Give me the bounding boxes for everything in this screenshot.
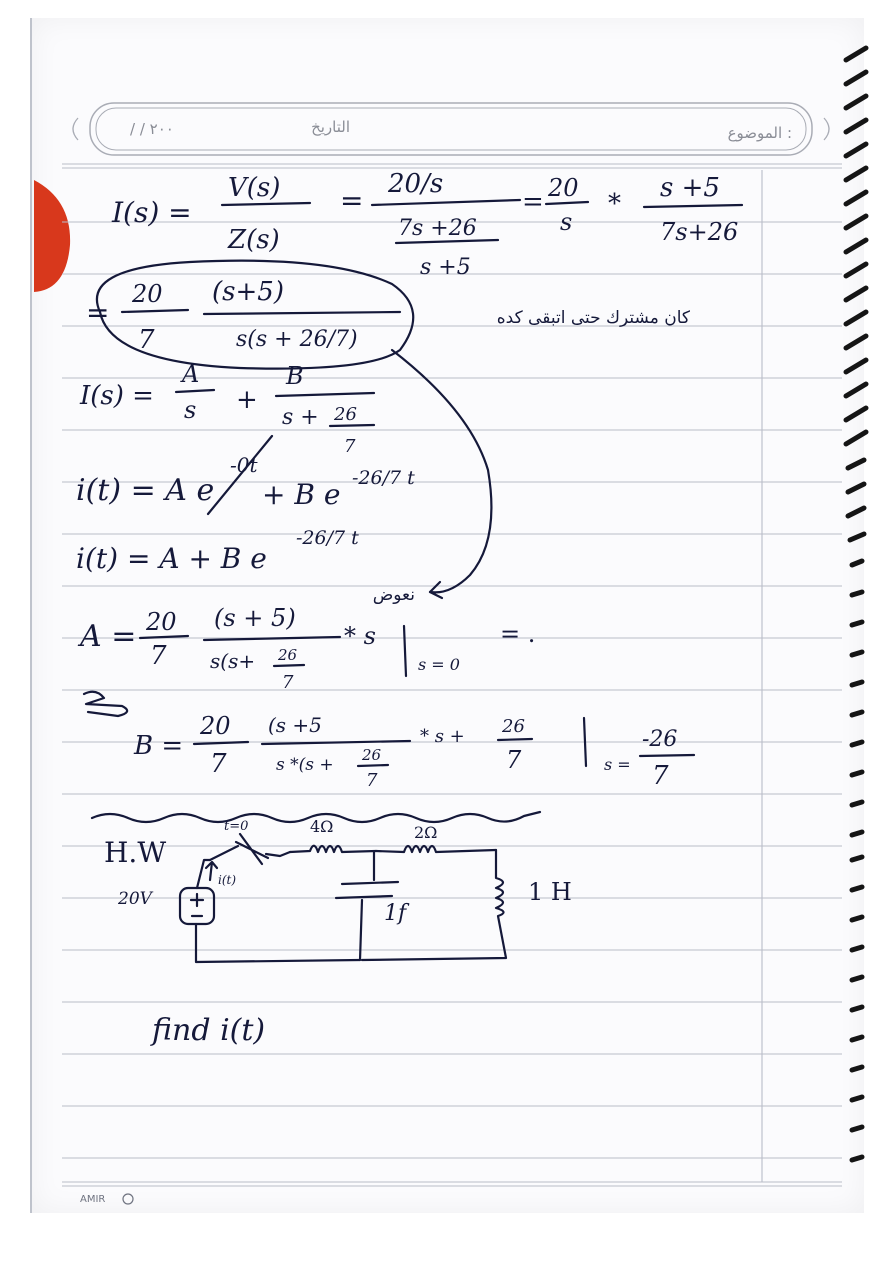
eq1-equals: = — [340, 184, 364, 217]
eq3-s: s — [184, 396, 197, 424]
cap-label: 1f — [384, 901, 407, 926]
eq2-20: 20 — [132, 280, 163, 308]
eq1-20: 20 — [548, 174, 579, 202]
arabic-note: كان مشترك حتى اتبقى كده — [496, 308, 690, 328]
r2-label: 2Ω — [414, 823, 438, 842]
source-polarity — [191, 894, 203, 916]
eq5-main: i(t) = A + B e — [76, 542, 267, 575]
ind-label: 1 H — [528, 878, 572, 906]
equation-line-2 — [86, 261, 413, 369]
r1-label: 4Ω — [310, 817, 334, 836]
eq1-den-bottom: s +5 — [420, 255, 471, 280]
eq2-7: 7 — [138, 325, 155, 355]
eqA-7b: 7 — [282, 672, 294, 693]
resistor-2-ohm — [376, 846, 496, 852]
hw-label: H.W — [104, 836, 167, 869]
eqB-26: 26 — [362, 746, 382, 764]
date-slots: / / ٢٠٠ — [130, 120, 174, 138]
eq4-main: i(t) = A e — [76, 473, 215, 508]
eqA-num: (s + 5) — [214, 604, 296, 632]
eqB-lhs: B = — [134, 731, 184, 761]
eq3-plus: + — [236, 385, 258, 415]
eq4-exp2: -26/7 t — [352, 467, 415, 489]
eq1-equals-2: = — [522, 187, 544, 217]
task-text: find i(t) — [152, 1013, 266, 1048]
eq3-lhs: I(s) = — [80, 381, 154, 411]
eqB-7b: 7 — [366, 770, 378, 791]
source-label: 20V — [118, 889, 152, 909]
eqB-7d: 7 — [652, 761, 669, 791]
source-top-wire — [197, 860, 210, 888]
eq3-A: A — [182, 360, 200, 388]
eqA-times: * s — [344, 622, 376, 650]
eq3-7: 7 — [344, 436, 356, 457]
spiral-binding — [846, 48, 866, 1160]
red-index-tab — [34, 180, 70, 292]
homework-circuit — [104, 817, 572, 962]
equation-line-1 — [111, 169, 742, 280]
switch-symbol — [210, 834, 290, 864]
switch-label: t=0 — [224, 819, 249, 834]
substitute-note: نعوض — [372, 585, 415, 605]
eqB-7: 7 — [210, 749, 227, 779]
eqB-20: 20 — [200, 712, 231, 740]
eq1-s: s — [560, 208, 573, 236]
eq1-s-plus-5: s +5 — [660, 173, 720, 203]
eqB-den: s *(s + — [276, 755, 334, 775]
equation-line-3 — [79, 360, 374, 457]
eq4-plus-b: + B e — [262, 478, 341, 511]
eq5-exp: -26/7 t — [296, 527, 359, 549]
eqB-num: (s +5 — [268, 713, 322, 737]
eqB-26b: 26 — [502, 716, 525, 737]
equation-line-4 — [76, 436, 415, 514]
equation-line-a — [77, 604, 535, 693]
eq1-num: 20/s — [388, 169, 444, 199]
eq1-lhs: I(s) = — [112, 196, 192, 229]
eqA-lhs: A = — [80, 619, 137, 654]
eq1-7s-26: 7s+26 — [660, 218, 739, 246]
subject-label: الموضوع : — [727, 124, 792, 142]
eqA-26: 26 — [278, 646, 298, 664]
equation-line-b — [133, 712, 694, 791]
eqB-m26: -26 — [642, 727, 678, 752]
eqB-at: s = — [604, 755, 631, 774]
eqB-7c: 7 — [506, 746, 522, 774]
header-frame — [73, 103, 829, 155]
brand-text: AMIR — [80, 1194, 106, 1205]
eqA-eq: = . — [500, 620, 536, 648]
brand-logo-icon — [123, 1194, 133, 1204]
eqA-20: 20 — [146, 608, 177, 636]
current-label: i(t) — [218, 873, 237, 887]
eq1-den-top: 7s +26 — [398, 216, 477, 241]
eq1-times: * — [608, 189, 621, 219]
eq3-den: s + — [282, 405, 319, 430]
eq2-den: s(s + 26/7) — [236, 327, 358, 352]
eq4-exp: -0t — [230, 453, 258, 477]
eq3-B: B — [286, 362, 304, 390]
eqA-7: 7 — [150, 641, 167, 671]
eqB-times: * s + — [420, 726, 465, 747]
eq1-z: Z(s) — [228, 225, 280, 255]
eq3-26: 26 — [334, 404, 357, 425]
eqA-den: s(s+ — [210, 649, 256, 673]
eq2-num: (s+5) — [212, 277, 284, 307]
eq1-v: V(s) — [228, 173, 281, 203]
bottom-wire — [196, 924, 360, 962]
resistor-4-ohm — [290, 846, 376, 852]
current-arrow — [206, 862, 217, 880]
eq2-equals: = — [86, 296, 110, 329]
date-label: التاريخ — [311, 118, 350, 136]
eqA-at: s = 0 — [418, 655, 460, 674]
scribble-mark — [84, 692, 127, 716]
